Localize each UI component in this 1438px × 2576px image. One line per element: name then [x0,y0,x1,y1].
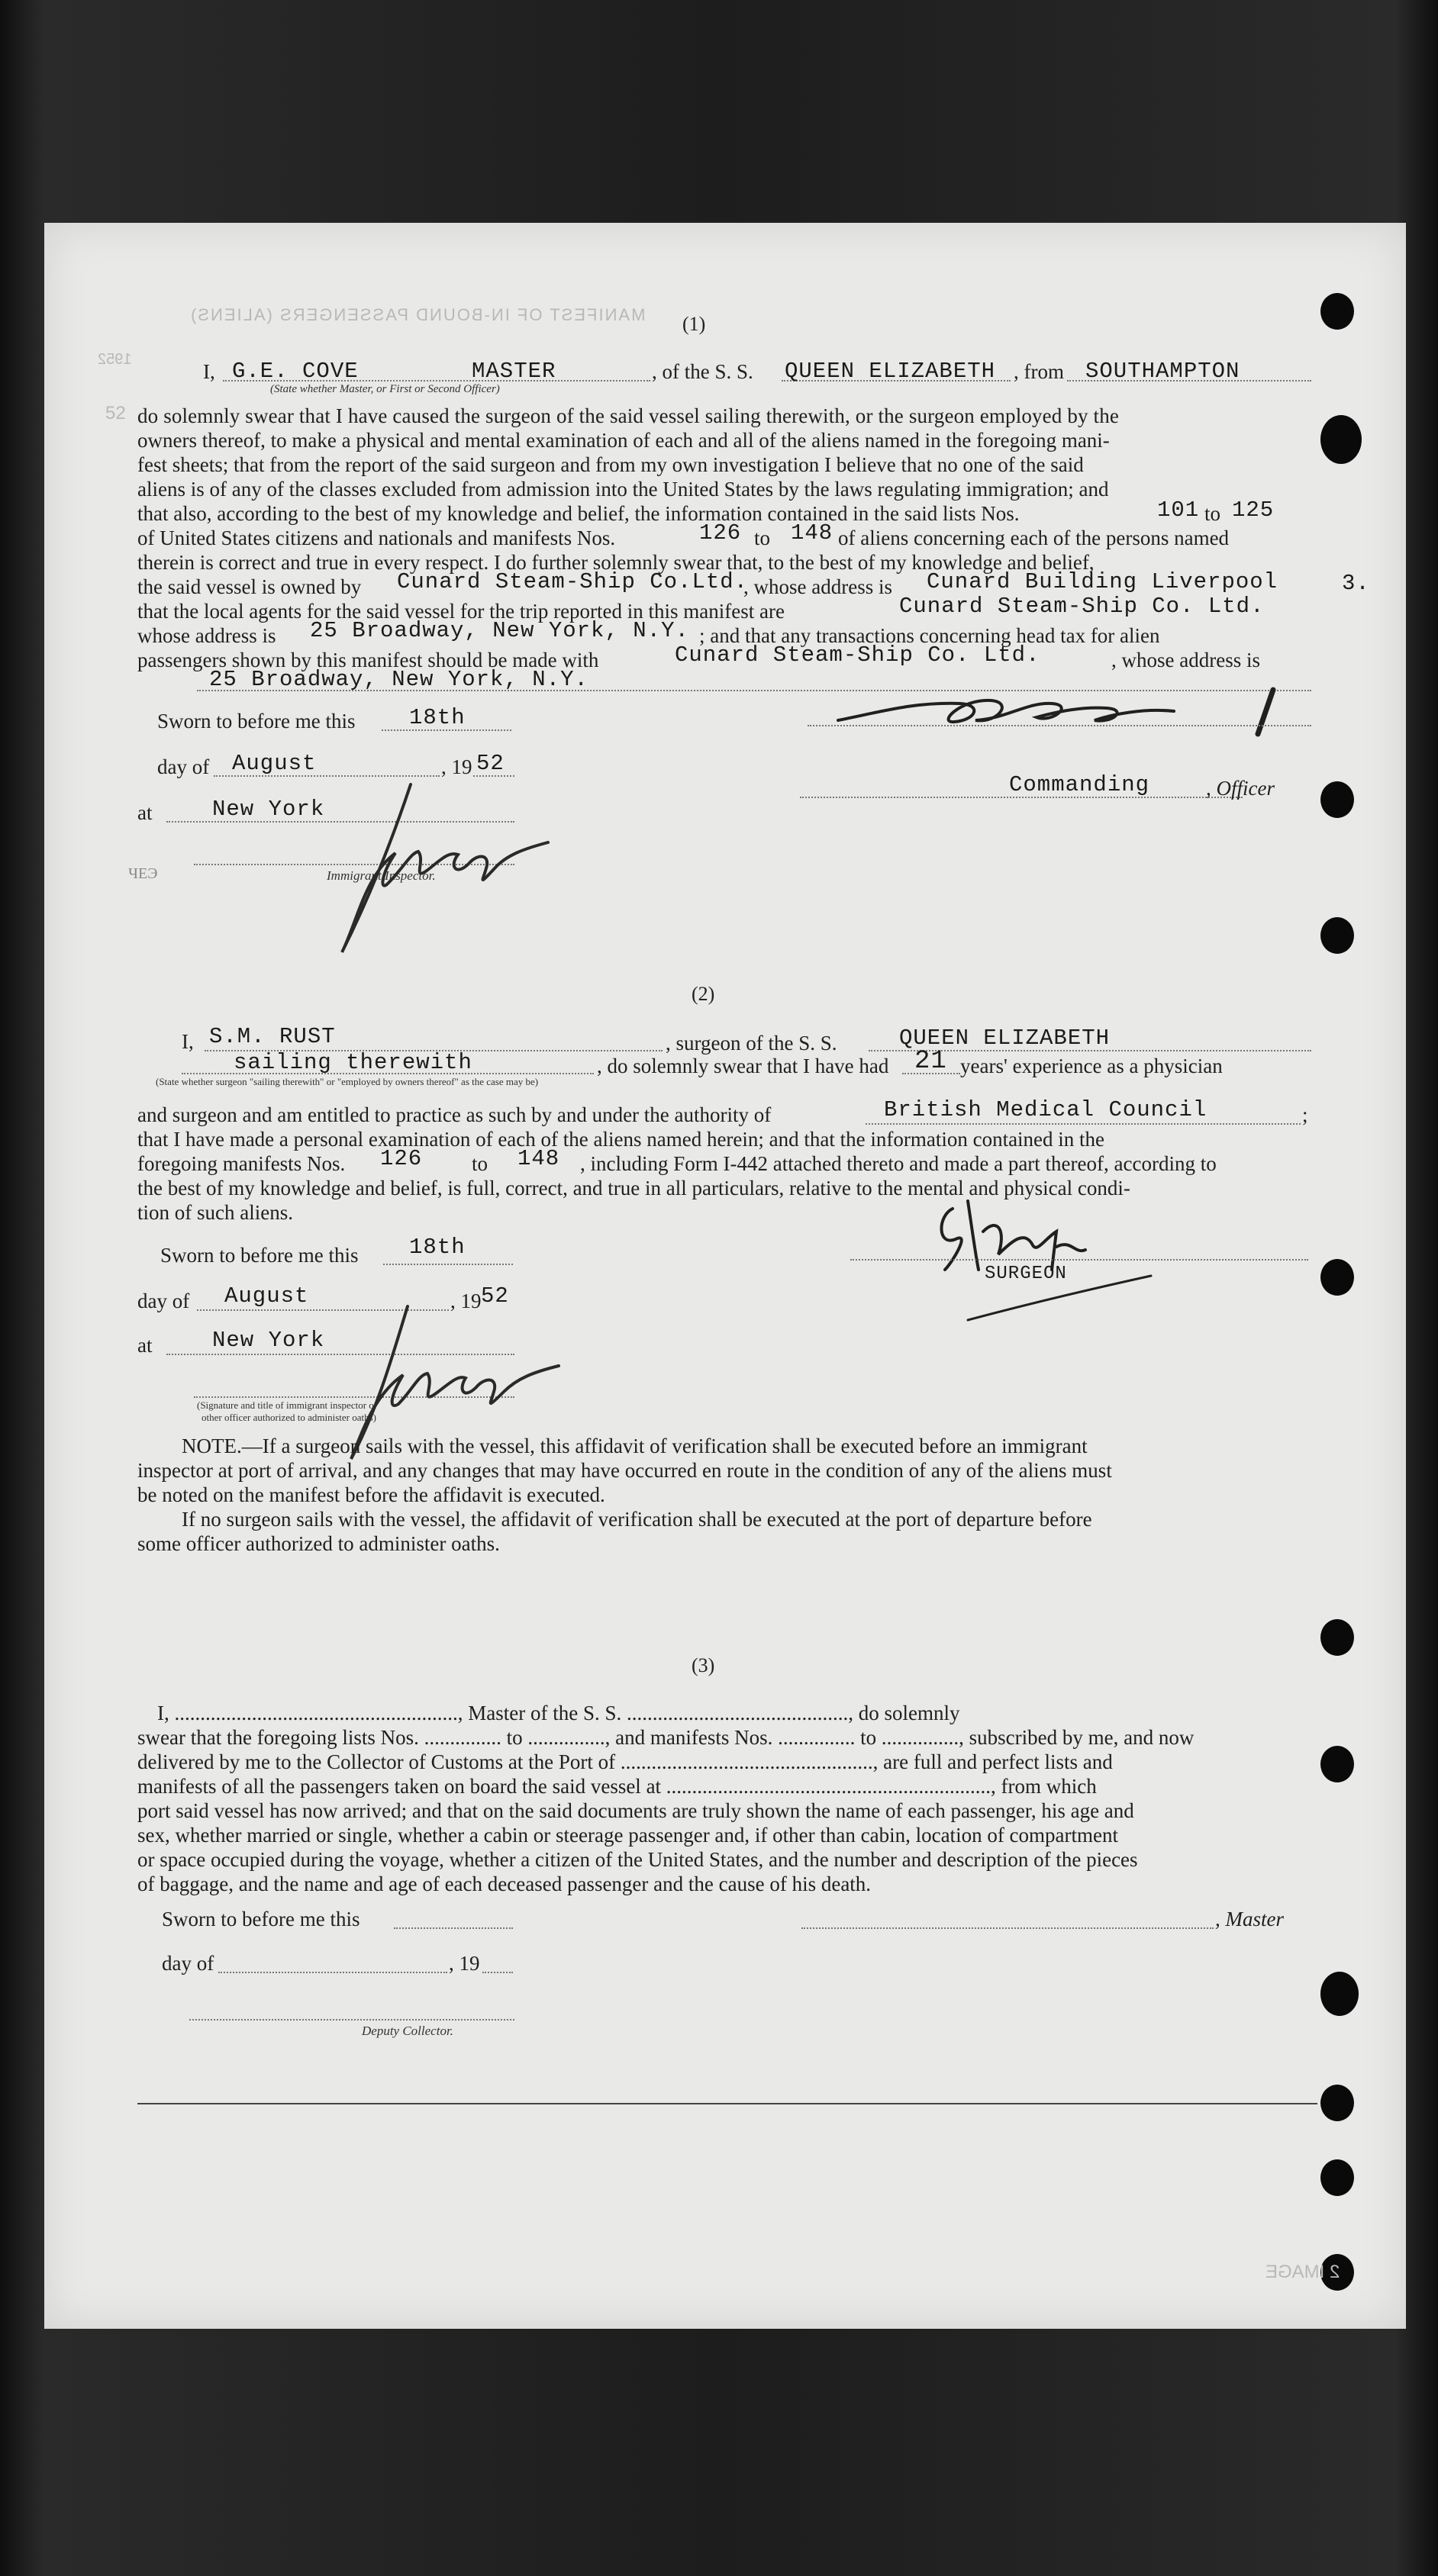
note-line-4: If no surgeon sails with the vessel, the affidavit of verification shall be executed at the port of departure before [182,1508,1092,1531]
s2-sworn-day: 18th [409,1235,466,1260]
authority-text: and surgeon and am entitled to practice as such by and under the authority of [137,1103,772,1126]
years-line [902,1073,960,1074]
manifests-to: 148 [791,520,833,546]
s1-at-label: at [137,801,153,824]
stamp-mark: ЧЕЭ [128,865,158,882]
bleed-through-footer: 2 IMAGE [1266,2262,1340,2282]
s1-line-5: that also, according to the best of my knowledge and belief, the information contained in the said lists Nos. [137,502,1020,525]
s2-at-label: at [137,1334,153,1357]
manifests-from: 126 [699,520,742,546]
s2-month: August [224,1283,309,1309]
deputy-collector-line [189,2019,514,2021]
s3-line-2: swear that the foregoing lists Nos. ............... to ..............., and manifests Nos. ............... to ..............., subscribed by me, and now [137,1726,1195,1749]
s1-line-7: therein is correct and true in every respect. I do further solemnly swear that, to the best of my knowledge and belief, [137,551,1095,574]
head-tax-text: ; and that any transactions concerning head tax for alien [699,624,1160,647]
s2-place: New York [212,1328,325,1353]
note-line-5: some officer authorized to administer oaths. [137,1532,500,1555]
s1-month: August [232,751,317,776]
section-1-intro: I, [203,360,215,383]
of-aliens-text: of aliens concerning each of the persons named [838,526,1230,549]
punch-hole [1320,2159,1354,2196]
bleed-through-number: 52 [105,403,126,423]
s3-year-line [482,1972,513,1973]
surgeon-of-label: , surgeon of the S. S. [666,1032,837,1055]
s2-sig-caption-1: (Signature and title of immigrant inspector or [197,1399,378,1411]
section-2-number: (2) [692,983,715,1005]
s3-master-signature-line [801,1927,1214,1929]
s1-line-9: that the local agents for the said vessel for the trip reported in this manifest are [137,600,785,623]
surgeon-caption: (State whether surgeon "sailing therewith" or "employed by owners thereof" as the case may be) [156,1076,539,1087]
s1-year: 52 [476,751,505,776]
punch-hole [1320,293,1354,330]
s2-line-3: the best of my knowledge and belief, is full, correct, and true in all particulars, relative to the mental and physical condi- [137,1177,1130,1199]
swear-text: , do solemnly swear that I have had [597,1055,889,1077]
s3-line-3: delivered by me to the Collector of Customs at the Port of ................................................., are full and perfect lists and [137,1750,1113,1773]
from-label: , from [1014,360,1064,383]
margin-mark: 3. [1342,571,1370,596]
s2-vessel-name: QUEEN ELIZABETH [899,1026,1111,1051]
s3-year-prefix: , 19 [449,1952,480,1975]
inspector-signature [296,769,571,968]
s3-line-8: of baggage, and the name and age of each deceased passenger and the cause of his death. [137,1872,872,1895]
note-line-1: NOTE.—If a surgeon sails with the vessel, this affidavit of verification shall be executed before an immigrant [182,1435,1088,1457]
sailing-therewith: sailing therewith [234,1050,472,1075]
s1-place: New York [212,797,325,822]
deputy-collector-caption: Deputy Collector. [362,2024,453,2038]
s2-line-2: foregoing manifests Nos. [137,1152,346,1175]
s3-line-7: or space occupied during the voyage, whether a citizen of the United States, and the number and description of the pieces [137,1848,1138,1871]
authority: British Medical Council [884,1097,1207,1122]
s1-line-3: fest sheets; that from the report of the said surgeon and from my own investigation I believe that no one of the said [137,453,1084,476]
of-ss-label: , of the S. S. [652,360,753,383]
master-title: MASTER [472,359,556,384]
authority-semicolon: ; [1302,1103,1308,1126]
master-signature-line [808,725,1311,726]
s1-sworn-label: Sworn to before me this [157,710,356,733]
s3-month-line [218,1972,447,1973]
agents-address: 25 Broadway, New York, N.Y. [310,618,689,643]
master-signature [823,681,1311,742]
vessel-owner: Cunard Steam-Ship Co.Ltd. [397,569,749,594]
s3-sworn-day-line [394,1927,513,1929]
punch-hole [1320,1259,1354,1296]
s3-sworn-label: Sworn to before me this [162,1908,360,1930]
punch-hole [1320,1619,1354,1656]
s1-year-prefix: , 19 [441,755,472,778]
s1-line-8: the said vessel is owned by [137,575,362,598]
payee-address-label: , whose address is [1111,649,1260,671]
s2-sworn-label: Sworn to before me this [160,1244,359,1267]
note-line-2: inspector at port of arrival, and any changes that may have occurred en route in the condition of any of the aliens must [137,1459,1112,1482]
lists-to: 125 [1232,497,1275,523]
authority-line [866,1123,1301,1125]
punch-hole [1320,1746,1354,1782]
head-tax-payee: Cunard Steam-Ship Co. Ltd. [675,642,1040,668]
s1-line-6: of United States citizens and nationals and manifests Nos. [137,526,616,549]
punch-hole [1320,415,1362,464]
bottom-rule [137,2103,1317,2104]
s3-line-1: I, ......................................................., Master of the S. S. ..........................................., do solemnly [157,1702,960,1724]
surgeon-caption-label: SURGEON [985,1264,1067,1284]
master-name: G.E. COVE [232,359,359,384]
section-1-number: (1) [682,313,706,335]
s2-sig-caption-2: other officer authorized to administer oaths) [202,1412,376,1423]
s2-to-label: to [472,1152,488,1175]
punch-hole [1320,781,1354,818]
s2-manifest-to: 148 [517,1146,560,1171]
officer-label: , Officer [1206,777,1275,800]
s1-line-4: aliens is of any of the classes excluded from admission into the United States by the laws regulating immigration; and [137,478,1109,501]
sailing-line [182,1073,594,1074]
surgeon-name: S.M. RUST [209,1024,336,1049]
s1-line-1: do solemnly swear that I have caused the surgeon of the said vessel sailing therewith, or the surgeon employed by the [137,404,1119,427]
commanding-text: Commanding [1009,772,1150,797]
s2-manifest-from: 126 [380,1146,423,1171]
s3-line-4: manifests of all the passengers taken on board the said vessel at ..............................................................., from which [137,1775,1097,1798]
bleed-through-year: 1952 [98,351,132,368]
section-3-number: (3) [692,1654,715,1676]
manifest-page [44,223,1406,2329]
s1-sworn-day: 18th [409,705,466,730]
s2-sworn-day-line [383,1264,513,1265]
years-experience: 21 [914,1047,947,1076]
owner-address: Cunard Building Liverpool [927,569,1278,594]
manifests-to-label: to [754,526,771,549]
surgeon-signature [922,1186,1182,1323]
officer-caption: (State whether Master, or First or Second Officer) [270,383,500,395]
bleed-through-header: MANIFEST OF IN-BOUND PASSENGERS (ALIENS) [189,305,646,324]
lists-to-label: to [1204,502,1221,525]
s3-day-of-label: day of [162,1952,214,1975]
punch-hole [1320,917,1354,954]
s3-line-6: sex, whether married or single, whether a cabin or steerage passenger and, if other than cabin, location of compartment [137,1824,1119,1847]
local-agents: Cunard Steam-Ship Co. Ltd. [899,594,1265,619]
s3-master-label: , Master [1215,1908,1284,1930]
s2-line-4: tion of such aliens. [137,1201,293,1224]
s2-day-of-label: day of [137,1290,190,1312]
punch-hole [1320,2085,1354,2121]
s3-line-5: port said vessel has now arrived; and that on the said documents are truly shown the name of each passenger, his age and [137,1799,1134,1822]
s1-day-of-label: day of [157,755,210,778]
s1-line-10: whose address is [137,624,276,647]
inspector-caption: Immigrant Inspector. [327,868,436,883]
s2-year-prefix: , 19 [450,1290,482,1312]
surgeon-signature-line [850,1259,1308,1261]
punch-hole [1320,1972,1359,2016]
s1-line-2: owners thereof, to make a physical and mental examination of each and all of the aliens named in the foregoing mani- [137,429,1110,452]
form-text: , including Form I-442 attached thereto and made a part thereof, according to [580,1152,1217,1175]
section-2-intro: I, [182,1030,194,1053]
departure-port: SOUTHAMPTON [1085,359,1240,384]
s2-line-1: that I have made a personal examination of each of the aliens named herein; and that the information contained in the [137,1128,1105,1151]
s2-year: 52 [481,1283,509,1309]
vessel-name: QUEEN ELIZABETH [785,359,996,384]
payee-address: 25 Broadway, New York, N.Y. [209,667,588,692]
lists-from: 101 [1157,497,1200,523]
years-text: years' experience as a physician [960,1055,1223,1077]
owner-address-label: , whose address is [743,575,892,598]
s1-line-11: passengers shown by this manifest should be made with [137,649,599,671]
note-line-3: be noted on the manifest before the affidavit is executed. [137,1483,605,1506]
